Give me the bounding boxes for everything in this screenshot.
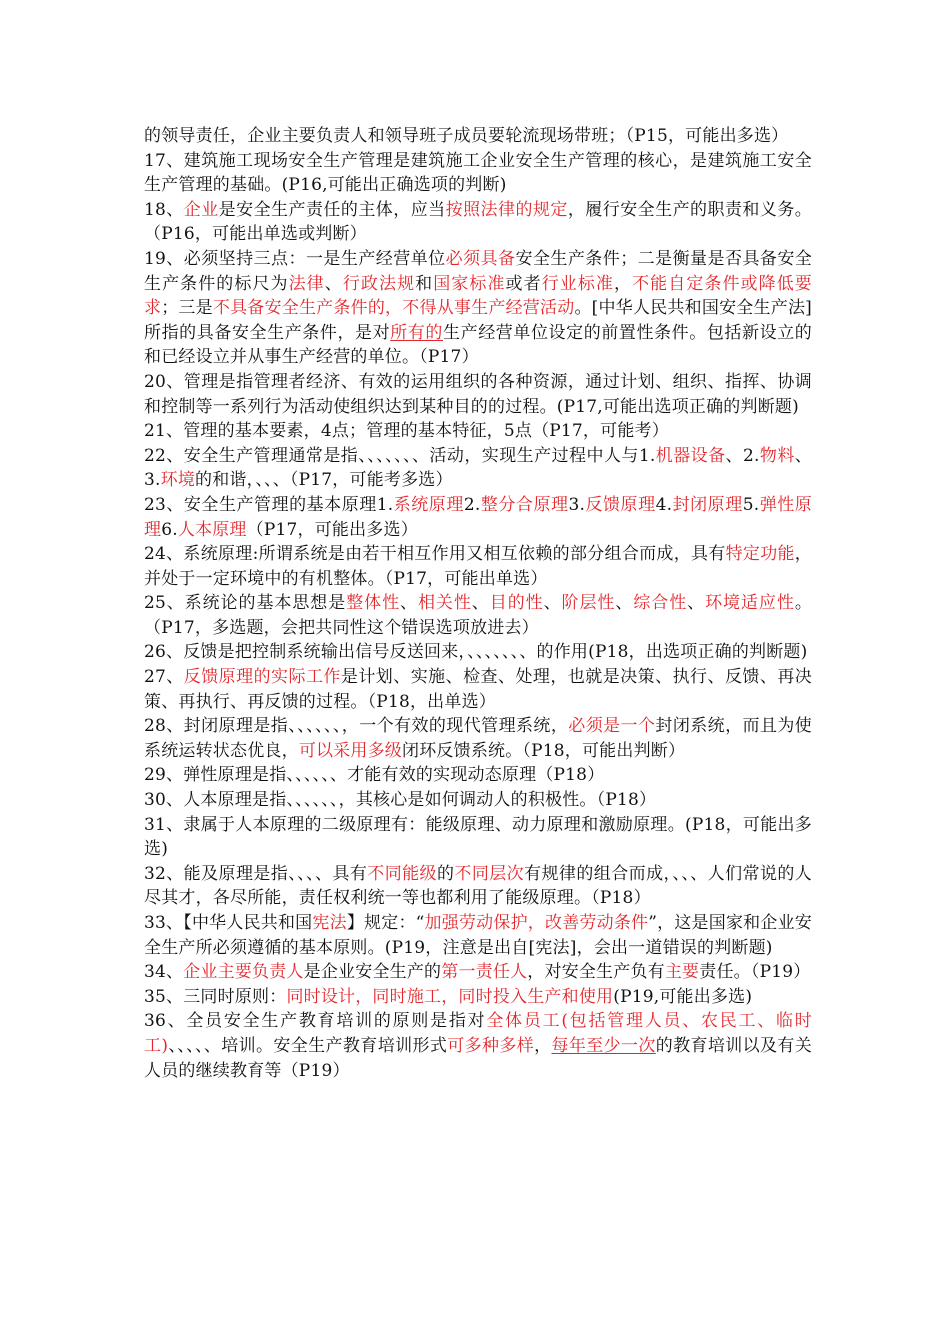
paragraph xyxy=(144,714,812,763)
highlighted-text: 不能自定条件或降低要求 xyxy=(144,273,812,319)
paragraph xyxy=(144,960,812,985)
highlighted-text: 整体性 xyxy=(346,593,401,614)
highlighted-text: 反馈原理 xyxy=(585,494,656,515)
highlighted-text: 必须具备 xyxy=(445,248,516,269)
text-run: 35、三同时原则： xyxy=(144,986,287,1007)
text-run: 的 xyxy=(436,863,455,884)
highlighted-text: 宪法 xyxy=(312,913,347,933)
text-run: ， xyxy=(534,1035,552,1056)
text-run: 、 xyxy=(615,593,634,614)
text-run: 4. xyxy=(655,494,673,515)
text-run: 31、隶属于人本原理的二级原理有：能级原理、动力原理和激励原理。(P18，可能出多选) xyxy=(144,814,812,860)
paragraph xyxy=(144,763,812,788)
paragraph xyxy=(144,493,812,542)
text-run: 18、 xyxy=(144,199,184,220)
highlighted-text: 不具备安全生产条件的，不得从事生产经营活动 xyxy=(212,298,575,319)
highlighted-text: 反馈原理的实际工作 xyxy=(183,667,341,688)
text-run: 闭环反馈系统。（P18，可能出判断） xyxy=(402,740,686,761)
text-run: 24、系统原理:所谓系统是由若干相互作用又相互依赖的部分组合而成，具有 xyxy=(144,544,726,565)
text-run: 2. xyxy=(463,494,481,515)
text-run: 封闭系统，而且为使系统运转状态优良， xyxy=(144,716,812,761)
highlighted-text: 系统原理 xyxy=(393,494,464,515)
text-run: 5. xyxy=(742,494,760,515)
text-run: 27、 xyxy=(144,667,184,688)
paragraph xyxy=(144,911,812,960)
highlighted-text: 物料 xyxy=(759,445,795,466)
text-run: ，履行安全生产的职责和义务。（P16，可能出单选或判断） xyxy=(144,199,812,245)
highlighted-text: 综合性 xyxy=(633,593,688,614)
text-run: 、 xyxy=(471,593,490,614)
paragraph xyxy=(144,149,812,198)
text-run: ， xyxy=(614,273,633,294)
highlighted-text: 按照法律的规定 xyxy=(445,199,568,220)
paragraph xyxy=(144,198,812,247)
text-run: 33、【中华人民共和国 xyxy=(144,913,313,933)
highlighted-text: 加强劳动保护，改善劳动条件 xyxy=(424,913,649,933)
text-run: 、3. xyxy=(144,445,812,491)
text-run: 责任。（P19） xyxy=(699,962,811,983)
text-run: 36、全员安全生产教育培训的原则是指对 xyxy=(144,1011,487,1032)
highlighted-text: 国家标准 xyxy=(433,273,506,294)
text-run: 的领导责任，企业主要负责人和领导班子成员要轮流现场带班；（P15，可能出多选） xyxy=(144,126,789,146)
highlighted-text: 环境 xyxy=(160,470,196,491)
highlighted-text: 每年至少一次 xyxy=(551,1035,656,1056)
text-run: 是安全生产责任的主体，应当 xyxy=(218,199,446,220)
paragraph xyxy=(144,665,812,714)
text-run: 、、、、、培训。安全生产教育培训形式 xyxy=(168,1035,448,1056)
paragraph xyxy=(144,444,812,493)
text-run: ；三是 xyxy=(161,298,213,319)
highlighted-text: 可多种多样 xyxy=(447,1035,535,1056)
document-body xyxy=(144,124,812,1083)
text-run: 、2. xyxy=(725,445,760,466)
highlighted-text: 行政法规 xyxy=(342,273,416,294)
highlighted-text: 目的性 xyxy=(489,593,544,614)
text-run: 26、反馈是把控制系统输出信号反送回来，、、、、、、、的作用(P18，出选项正确的判断题) xyxy=(144,642,808,663)
text-run: 23、安全生产管理的基本原理1. xyxy=(144,494,394,515)
text-run: 34、 xyxy=(144,962,184,983)
text-run: 3. xyxy=(568,494,586,515)
highlighted-text: 必须是一个 xyxy=(568,716,656,737)
highlighted-text: 不同能级 xyxy=(367,863,437,884)
highlighted-text: 环境适应性 xyxy=(705,593,795,614)
text-run: 19、必须坚持三点：一是生产经营单位 xyxy=(144,248,446,269)
paragraph xyxy=(144,1009,812,1083)
highlighted-text: 第一责任人 xyxy=(441,962,528,983)
text-run: (P19,可能出多选) xyxy=(613,986,753,1007)
paragraph xyxy=(144,247,812,370)
text-run: ”，这是国家和企业安全生产所必须遵循的基本原则。(P19，注意是出自[宪法]，会出一道错误的判断题) xyxy=(144,913,812,958)
highlighted-text: 阶层性 xyxy=(561,593,616,614)
text-run: 有规律的组合而成，、、、人们常说的人尽其才，各尽所能，责任权利统一等也都利用了能级原理。（P18） xyxy=(144,863,813,909)
text-run: 、 xyxy=(400,593,418,614)
text-run: 是企业安全生产的 xyxy=(303,962,442,983)
text-run: 安全生产条件；二是衡量是否具备安全生产条件的标尺为 xyxy=(144,248,812,294)
highlighted-text: 可以采用多级 xyxy=(298,740,403,761)
highlighted-text: 相关性 xyxy=(417,593,472,614)
text-run: ，并处于一定环境中的有机整体。（P17，可能出单选） xyxy=(144,544,812,589)
paragraph xyxy=(144,862,812,911)
highlighted-text: 封闭原理 xyxy=(672,494,743,515)
paragraph xyxy=(144,640,812,665)
text-run: 30、人本原理是指、、、、、、，其核心是如何调动人的积极性。（P18） xyxy=(144,790,657,811)
highlighted-text: 企业 xyxy=(183,199,219,220)
text-run: （P17，可能出多选） xyxy=(246,519,418,540)
text-run: 20、管理是指管理者经济、有效的运用组织的各种资源，通过计划、组织、指挥、协调和控制等一系列行为活动使组织达到某种目的的过程。(P17,可能出选项正确的判断题) xyxy=(144,371,812,417)
text-run: 28、封闭原理是指、、、、、、，一个有效的现代管理系统， xyxy=(144,716,569,737)
paragraph xyxy=(144,813,812,862)
text-run: 21、管理的基本要素，4点；管理的基本特征，5点（P17，可能考） xyxy=(144,421,669,442)
paragraph xyxy=(144,788,812,813)
highlighted-text: 行业标准 xyxy=(541,273,615,294)
text-run: 、 xyxy=(543,593,562,614)
text-run: 的和谐，、、、（P17，可能考多选） xyxy=(195,470,453,491)
text-run: 17、建筑施工现场安全生产管理是建筑施工企业安全生产管理的核心，是建筑施工安全生产管理的基础。(P16,可能出正确选项的判断) xyxy=(144,150,812,196)
highlighted-text: 所有的 xyxy=(390,322,444,343)
paragraph xyxy=(144,419,812,444)
text-run: 25、系统论的基本思想是 xyxy=(144,593,347,614)
highlighted-text: 法律 xyxy=(288,273,325,294)
text-run: 】规定：“ xyxy=(346,913,425,933)
text-run: 、 xyxy=(324,273,343,294)
paragraph xyxy=(144,591,812,640)
highlighted-text: 整分合原理 xyxy=(480,494,569,515)
text-run: 29、弹性原理是指、、、、、、才能有效的实现动态原理（P18） xyxy=(144,765,605,786)
highlighted-text: 主要 xyxy=(664,962,700,983)
highlighted-text: 弹性原理 xyxy=(144,494,812,540)
text-run: ，对安全生产负有 xyxy=(527,962,665,983)
paragraph xyxy=(144,985,812,1010)
text-run: 和 xyxy=(415,273,434,294)
highlighted-text: 机器设备 xyxy=(655,445,726,466)
text-run: 或者 xyxy=(505,273,542,294)
text-run: 是计划、实施、检查、处理，也就是决策、执行、反馈、再决策、再执行、再反馈的过程。（P18，出单选） xyxy=(144,667,812,712)
text-run: 6. xyxy=(161,519,178,540)
highlighted-text: 人本原理 xyxy=(177,519,247,540)
paragraph xyxy=(144,542,812,591)
text-run: 32、能及原理是指、、、、具有 xyxy=(144,863,368,884)
highlighted-text: 同时设计，同时施工，同时投入生产和使用 xyxy=(286,986,614,1007)
highlighted-text: 不同层次 xyxy=(454,863,525,884)
text-run: 22、安全生产管理通常是指、、、、、、、活动，实现生产过程中人与1. xyxy=(144,445,656,466)
highlighted-text: 企业主要负责人 xyxy=(183,962,304,983)
text-run: 生产经营单位设定的前置性条件。包括新设立的和已经设立并从事生产经营的单位。（P17） xyxy=(144,322,812,368)
paragraph xyxy=(144,124,812,149)
text-run: 。[中华人民共和国安全生产法]所指的具备安全生产条件，是对 xyxy=(144,298,812,343)
highlighted-text: 特定功能 xyxy=(725,544,795,565)
paragraph xyxy=(144,370,812,419)
text-run: 、 xyxy=(687,593,706,614)
text-run: 的教育培训以及有关人员的继续教育等（P19） xyxy=(144,1035,812,1081)
highlighted-text: 全体员工(包括管理人员、农民工、临时工) xyxy=(144,1011,812,1056)
text-run: 。（P17，多选题，会把共同性这个错误选项放进去） xyxy=(144,593,813,638)
